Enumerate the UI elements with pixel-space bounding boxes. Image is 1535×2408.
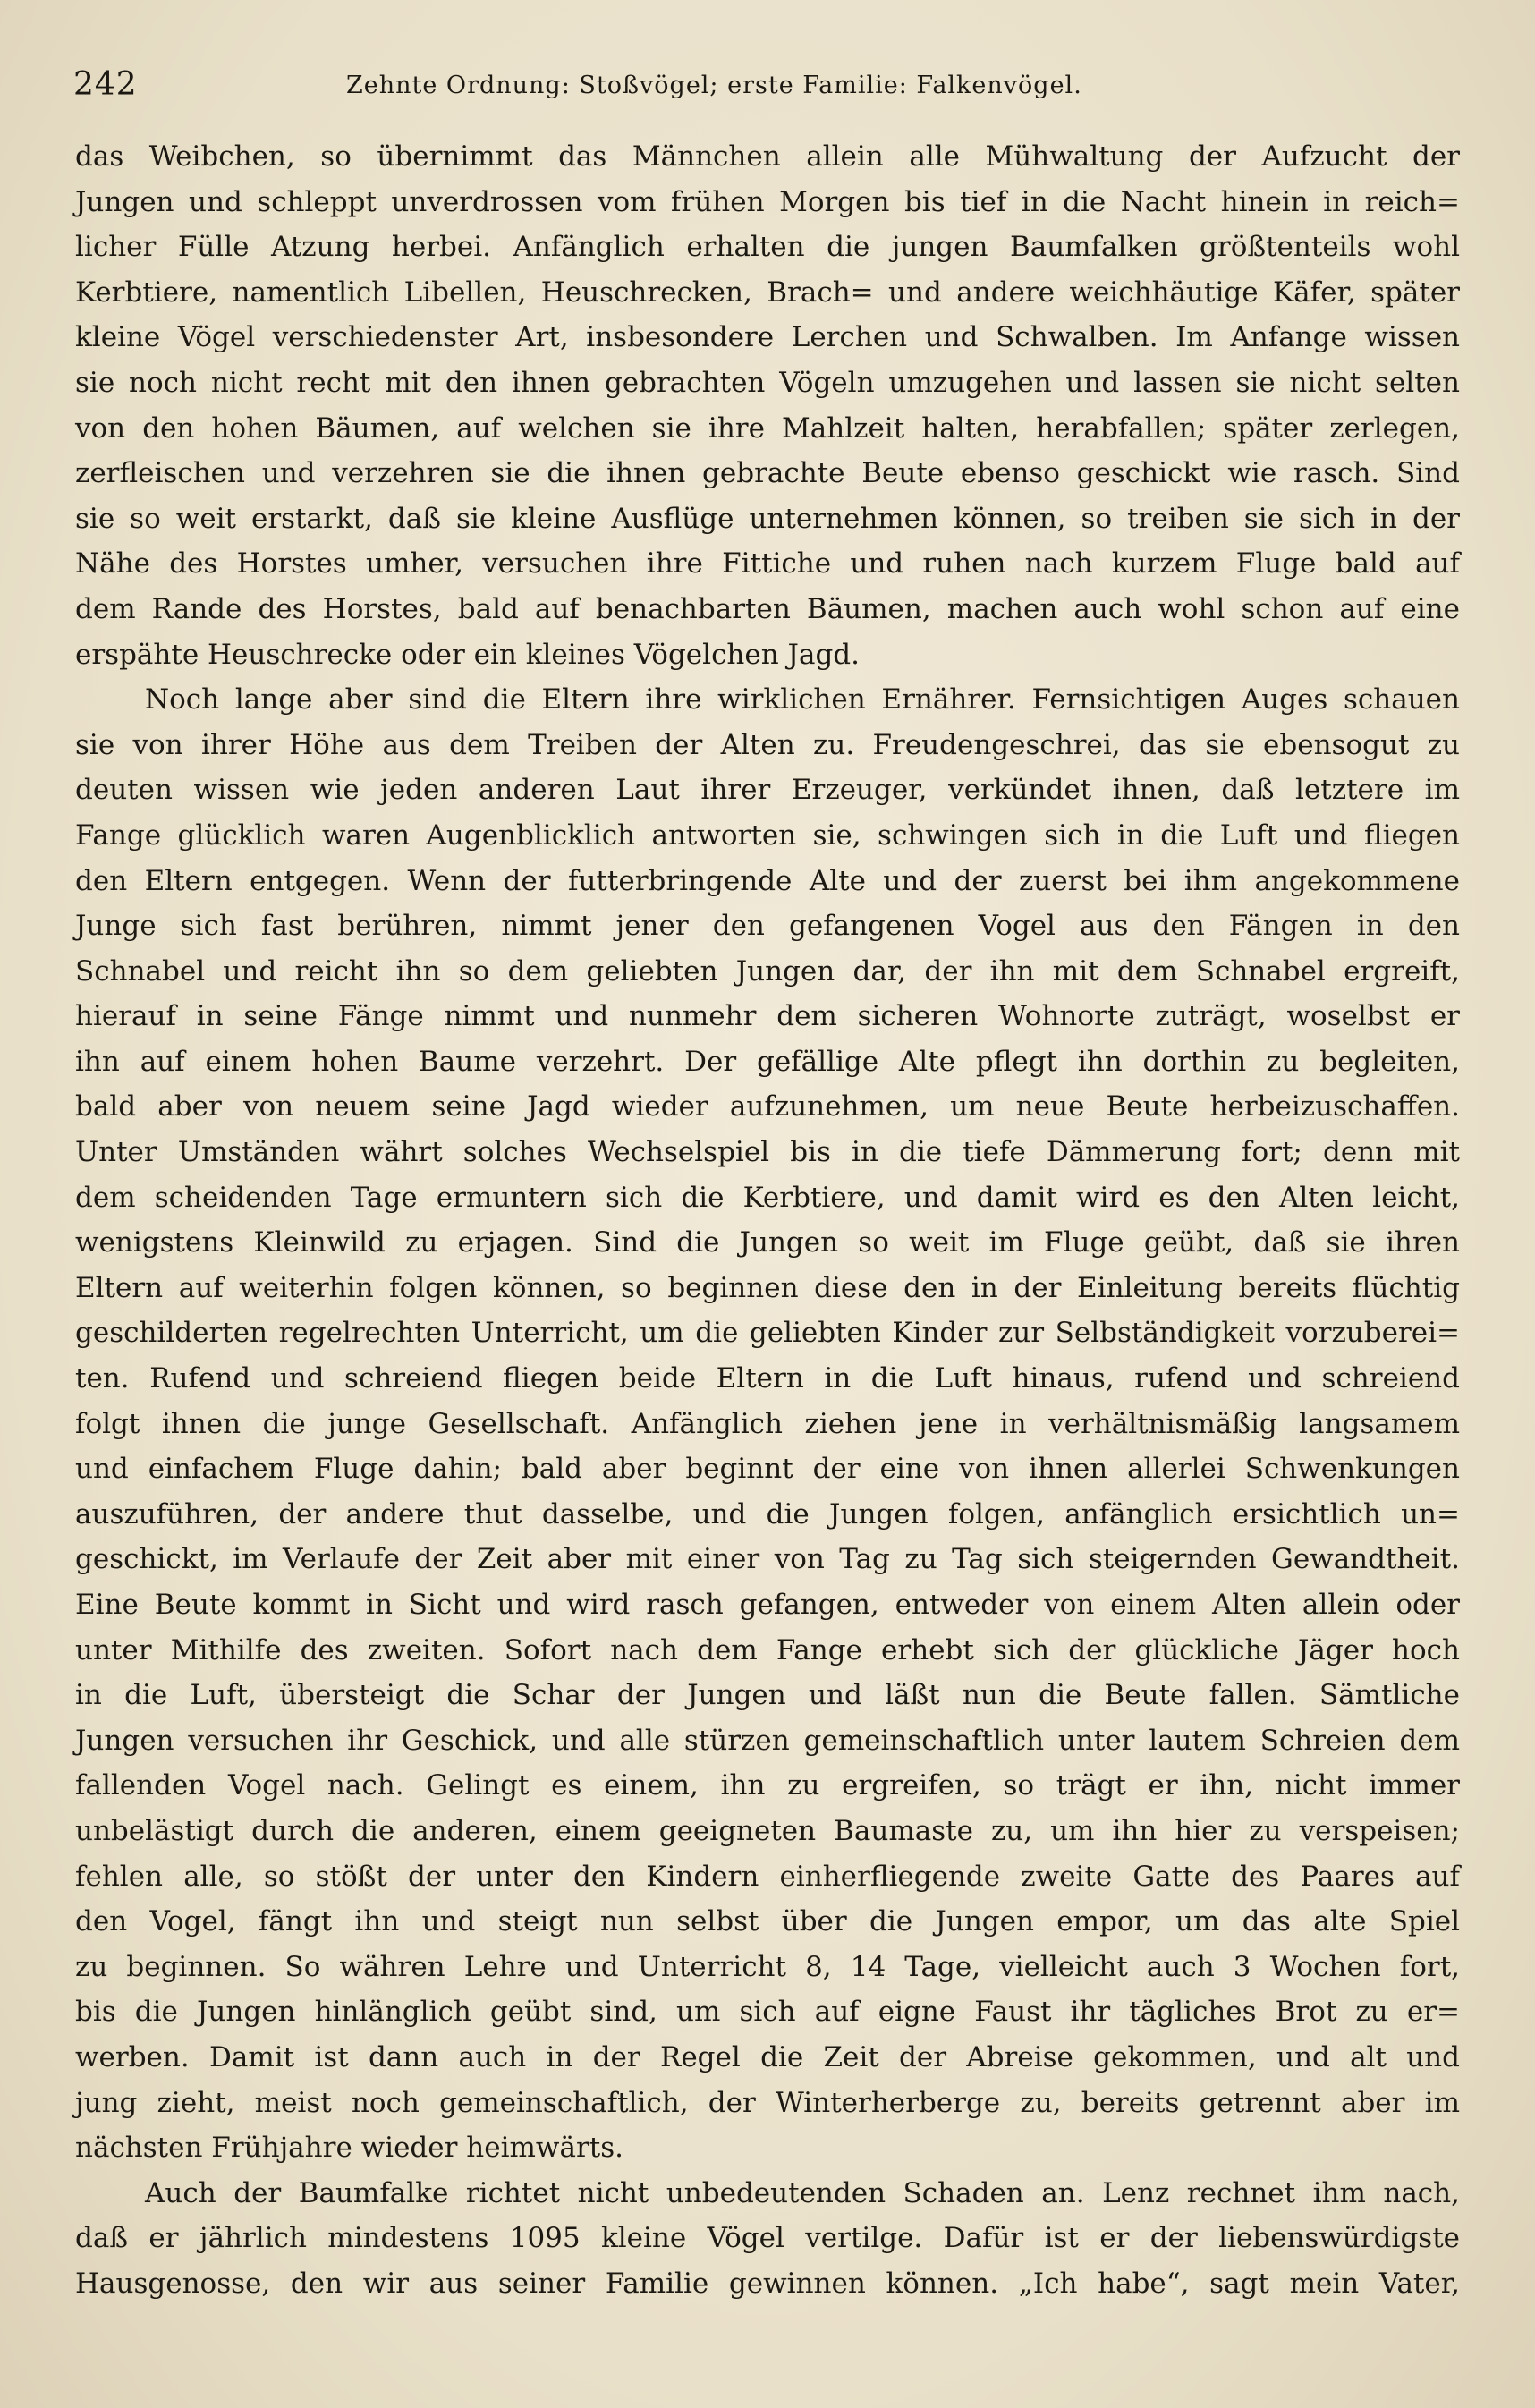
- text-line: geschickt, im Verlaufe der Zeit aber mit einer von Tag zu Tag sich steigernden Gewandtheit.: [75, 1543, 1460, 1576]
- page-header: [73, 64, 1451, 106]
- text-line: nächsten Frühjahre wieder heimwärts.: [75, 2132, 623, 2165]
- text-line: kleine Vögel verschiedenster Art, insbesondere Lerchen und Schwalben. Im Anfange wissen: [75, 321, 1460, 354]
- text-line: dem scheidenden Tage ermuntern sich die Kerbtiere, und damit wird es den Alten leicht,: [75, 1181, 1460, 1214]
- text-line: Eltern auf weiterhin folgen können, so beginnen diese den in der Einleitung bereits flüchtig: [75, 1271, 1460, 1304]
- text-line: auszuführen, der andere thut dasselbe, und die Jungen folgen, anfänglich ersichtlich un=: [75, 1497, 1460, 1530]
- text-line: licher Fülle Atzung herbei. Anfänglich erhalten die jungen Baumfalken größtenteils wohl: [75, 231, 1460, 264]
- text-line: daß er jährlich mindestens 1095 kleine Vögel vertilge. Dafür ist er der liebenswürdigste: [75, 2222, 1460, 2255]
- text-line: deuten wissen wie jeden anderen Laut ihrer Erzeuger, verkündet ihnen, daß letztere im: [75, 774, 1460, 807]
- text-line: ihn auf einem hohen Baume verzehrt. Der gefällige Alte pflegt ihn dorthin zu begleiten,: [75, 1045, 1460, 1078]
- text-line: Nähe des Horstes umher, versuchen ihre Fittiche und ruhen nach kurzem Fluge bald auf: [75, 547, 1460, 581]
- text-line: den Vogel, fängt ihn und steigt nun selbst über die Jungen empor, um das alte Spiel: [75, 1905, 1460, 1938]
- text-line: erspähte Heuschrecke oder ein kleines Vögelchen Jagd.: [75, 638, 861, 671]
- text-line: unter Mithilfe des zweiten. Sofort nach dem Fange erhebt sich der glückliche Jäger hoch: [75, 1633, 1460, 1666]
- text-line: Jungen versuchen ihr Geschick, und alle stürzen gemeinschaftlich unter lautem Schreien dem: [75, 1724, 1460, 1757]
- text-line: in die Luft, übersteigt die Schar der Jungen und läßt nun die Beute fallen. Sämtliche: [75, 1679, 1460, 1712]
- text-line: fehlen alle, so stößt der unter den Kindern einherfliegende zweite Gatte des Paares auf: [75, 1860, 1460, 1893]
- text-line: Junge sich fast berühren, nimmt jener den gefangenen Vogel aus den Fängen in den: [75, 910, 1460, 943]
- text-line: unbelästigt durch die anderen, einem geeigneten Baumaste zu, um ihn hier zu verspeisen;: [75, 1814, 1460, 1847]
- text-line: Jungen und schleppt unverdrossen vom frühen Morgen bis tief in die Nacht hinein in reich=: [75, 185, 1460, 218]
- text-line: geschilderten regelrechten Unterricht, um die geliebten Kinder zur Selbständigkeit vorzuberei=: [75, 1317, 1460, 1350]
- text-line: und einfachem Fluge dahin; bald aber beginnt der eine von ihnen allerlei Schwenkungen: [75, 1453, 1460, 1486]
- text-line: von den hohen Bäumen, auf welchen sie ihre Mahlzeit halten, herabfallen; später zerlegen,: [75, 411, 1460, 445]
- text-line: dem Rande des Horstes, bald auf benachbarten Bäumen, machen auch wohl schon auf eine: [75, 592, 1460, 625]
- text-line: Kerbtiere, namentlich Libellen, Heuschrecken, Brach= und andere weichhäutige Käfer, später: [75, 276, 1460, 309]
- text-line: folgt ihnen die junge Gesellschaft. Anfänglich ziehen jene in verhältnismäßig langsamem: [75, 1407, 1460, 1440]
- text-line: den Eltern entgegen. Wenn der futterbringende Alte und der zuerst bei ihm angekommene: [75, 864, 1460, 897]
- text-line: ten. Rufend und schreiend fliegen beide Eltern in die Luft hinaus, rufend und schreiend: [75, 1362, 1460, 1395]
- text-line: Fange glücklich waren Augenblicklich antworten sie, schwingen sich in die Luft und fliegen: [75, 818, 1460, 852]
- text-line: wenigstens Kleinwild zu erjagen. Sind die Jungen so weit im Fluge geübt, daß sie ihren: [75, 1226, 1460, 1259]
- text-line: sie von ihrer Höhe aus dem Treiben der Alten zu. Freudengeschrei, das sie ebensogut zu: [75, 728, 1460, 761]
- text-line: sie so weit erstarkt, daß sie kleine Ausflüge unternehmen können, so treiben sie sich in der: [75, 502, 1460, 535]
- text-line: sie noch nicht recht mit den ihnen gebrachten Vögeln umzugehen und lassen sie nicht selten: [75, 366, 1460, 399]
- text-line: jung zieht, meist noch gemeinschaftlich, der Winterherberge zu, bereits getrennt aber im: [75, 2086, 1460, 2119]
- text-line: werben. Damit ist dann auch in der Regel die Zeit der Abreise gekommen, und alt und: [75, 2040, 1460, 2073]
- text-line: bis die Jungen hinlänglich geübt sind, um sich auf eigne Faust ihr tägliches Brot zu er=: [75, 1996, 1460, 2029]
- text-line: Hausgenosse, den wir aus seiner Familie gewinnen können. „Ich habe“, sagt mein Vater,: [75, 2267, 1460, 2300]
- text-line: Unter Umständen währt solches Wechselspiel bis in die tiefe Dämmerung fort; denn mit: [75, 1136, 1460, 1169]
- text-line: zu beginnen. So währen Lehre und Unterricht 8, 14 Tage, vielleicht auch 3 Wochen fort,: [75, 1950, 1460, 1983]
- text-line: hierauf in seine Fänge nimmt und nunmehr dem sicheren Wohnorte zuträgt, woselbst er: [75, 1000, 1460, 1033]
- text-line: fallenden Vogel nach. Gelingt es einem, ihn zu ergreifen, so trägt er ihn, nicht immer: [75, 1769, 1460, 1802]
- text-line: Noch lange aber sind die Eltern ihre wirklichen Ernährer. Fernsichtigen Auges schauen: [145, 683, 1460, 716]
- page-number: 242: [73, 66, 138, 103]
- text-line: Schnabel und reicht ihn so dem geliebten Jungen dar, der ihn mit dem Schnabel ergreift,: [75, 954, 1460, 988]
- text-line: zerfleischen und verzehren sie die ihnen gebrachte Beute ebenso geschickt wie rasch. Sind: [75, 457, 1460, 490]
- running-head: Zehnte Ordnung: Stoßvögel; erste Familie: Falkenvögel.: [346, 72, 1082, 99]
- text-line: Eine Beute kommt in Sicht und wird rasch gefangen, entweder von einem Alten allein oder: [75, 1589, 1460, 1621]
- text-line: bald aber von neuem seine Jagd wieder aufzunehmen, um neue Beute herbeizuschaffen.: [75, 1090, 1460, 1123]
- body-text: [75, 134, 1460, 2307]
- text-line: das Weibchen, so übernimmt das Männchen allein alle Mühwaltung der Aufzucht der: [75, 140, 1460, 173]
- text-line: Auch der Baumfalke richtet nicht unbedeutenden Schaden an. Lenz rechnet ihm nach,: [145, 2176, 1460, 2209]
